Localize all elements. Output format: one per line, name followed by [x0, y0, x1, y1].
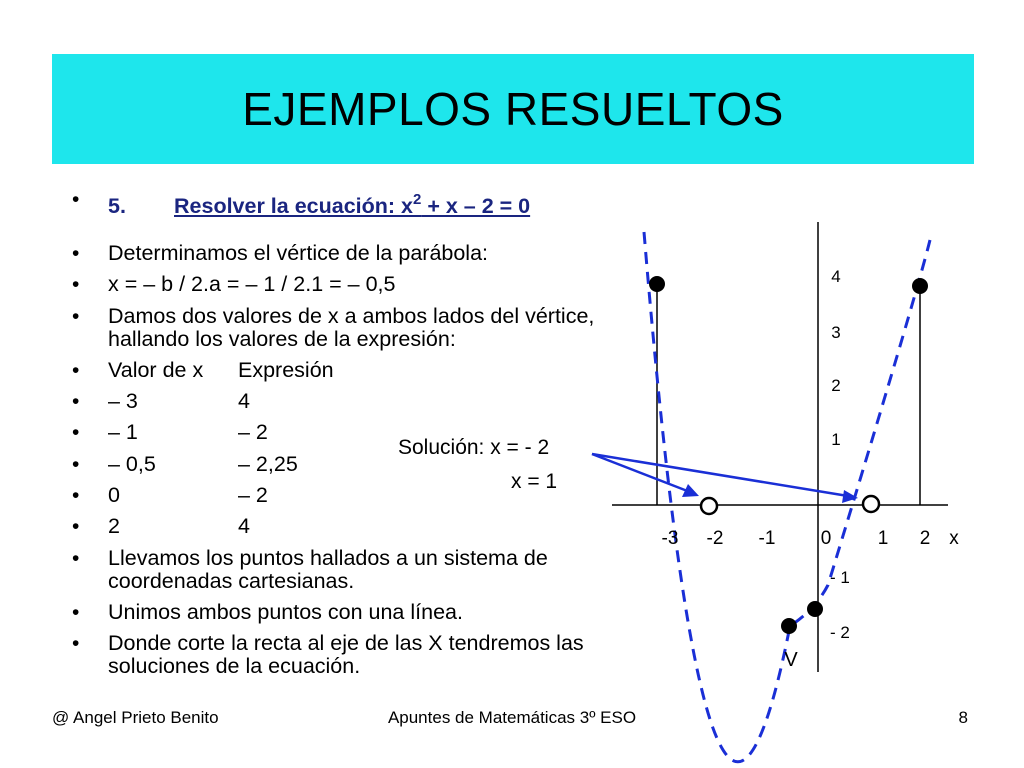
bullet-vertex: • Determinamos el vértice de la parábola: [72, 242, 632, 265]
bullet-values: • Damos dos valores de x a ambos lados del vértice, hallando los valores de la expresión: [72, 305, 632, 351]
table-header-expr: Expresión [238, 357, 334, 382]
problem-number: 5. [108, 194, 126, 218]
footer-course: Apuntes de Matemáticas 3º ESO [387, 708, 637, 727]
root-point-x-minus-2 [701, 498, 717, 514]
table-cell-x: 0 [108, 483, 120, 508]
table-header-x: Valor de x [108, 357, 204, 382]
solution-line-2: x = 1 [511, 470, 558, 493]
table-cell-expr: 4 [238, 389, 250, 414]
point-x-0 [807, 601, 823, 617]
table-cell-x: – 3 [108, 389, 138, 414]
arrow-to-root-1 [592, 454, 848, 496]
x-tick-label: 2 [919, 528, 931, 549]
footer-author: @ Angel Prieto Benito [52, 708, 219, 727]
x-axis-label: x [949, 528, 959, 549]
x-tick-label: -3 [661, 528, 679, 549]
problem-equation-end: + x – 2 = 0 [421, 194, 531, 218]
table-cell-expr: – 2 [238, 420, 268, 445]
point-x-minus-3 [649, 276, 665, 292]
vertex-label: V [784, 649, 798, 671]
footer-page-number: 8 [958, 708, 968, 727]
y-tick-label: 2 [831, 376, 841, 395]
root-point-x-1 [863, 496, 879, 512]
bullet-vertex-formula: • x = – b / 2.a = – 1 / 2.1 = – 0,5 [72, 273, 632, 296]
parabola-curve [644, 232, 930, 762]
point-x-2 [912, 278, 928, 294]
table-cell-x: – 1 [108, 420, 138, 445]
solution-line-1: Solución: x = - 2 [398, 436, 550, 459]
point-x-minus-1 [781, 618, 797, 634]
bullet-plot-points: • Llevamos los puntos hallados a un sistema de coordenadas cartesianas. [72, 547, 632, 593]
bullet-solutions: • Donde corte la recta al eje de las X tendremos las soluciones de la ecuación. [72, 632, 632, 678]
y-tick-label: 3 [831, 323, 841, 342]
y-tick-label: - 2 [830, 623, 850, 642]
bullet-join-points: • Unimos ambos puntos con una línea. [72, 601, 632, 624]
y-tick-label: - 1 [830, 568, 850, 587]
table-cell-expr: 4 [238, 514, 250, 539]
x-tick-label: 0 [820, 528, 832, 549]
table-cell-expr: – 2,25 [238, 451, 298, 476]
arrow-to-root-minus-2 [592, 454, 690, 492]
x-tick-label: 1 [877, 528, 889, 549]
y-tick-label: 1 [831, 430, 841, 449]
x-tick-label: -2 [706, 528, 724, 549]
problem-equation-start: Resolver la ecuación: x [174, 194, 413, 218]
problem-exponent: 2 [413, 191, 422, 208]
page-title: EJEMPLOS RESUELTOS [242, 83, 784, 135]
y-tick-label: 4 [831, 267, 841, 286]
x-tick-label: -1 [758, 528, 776, 549]
table-cell-expr: – 2 [238, 483, 268, 508]
table-cell-x: 2 [108, 514, 120, 539]
table-cell-x: – 0,5 [108, 451, 156, 476]
